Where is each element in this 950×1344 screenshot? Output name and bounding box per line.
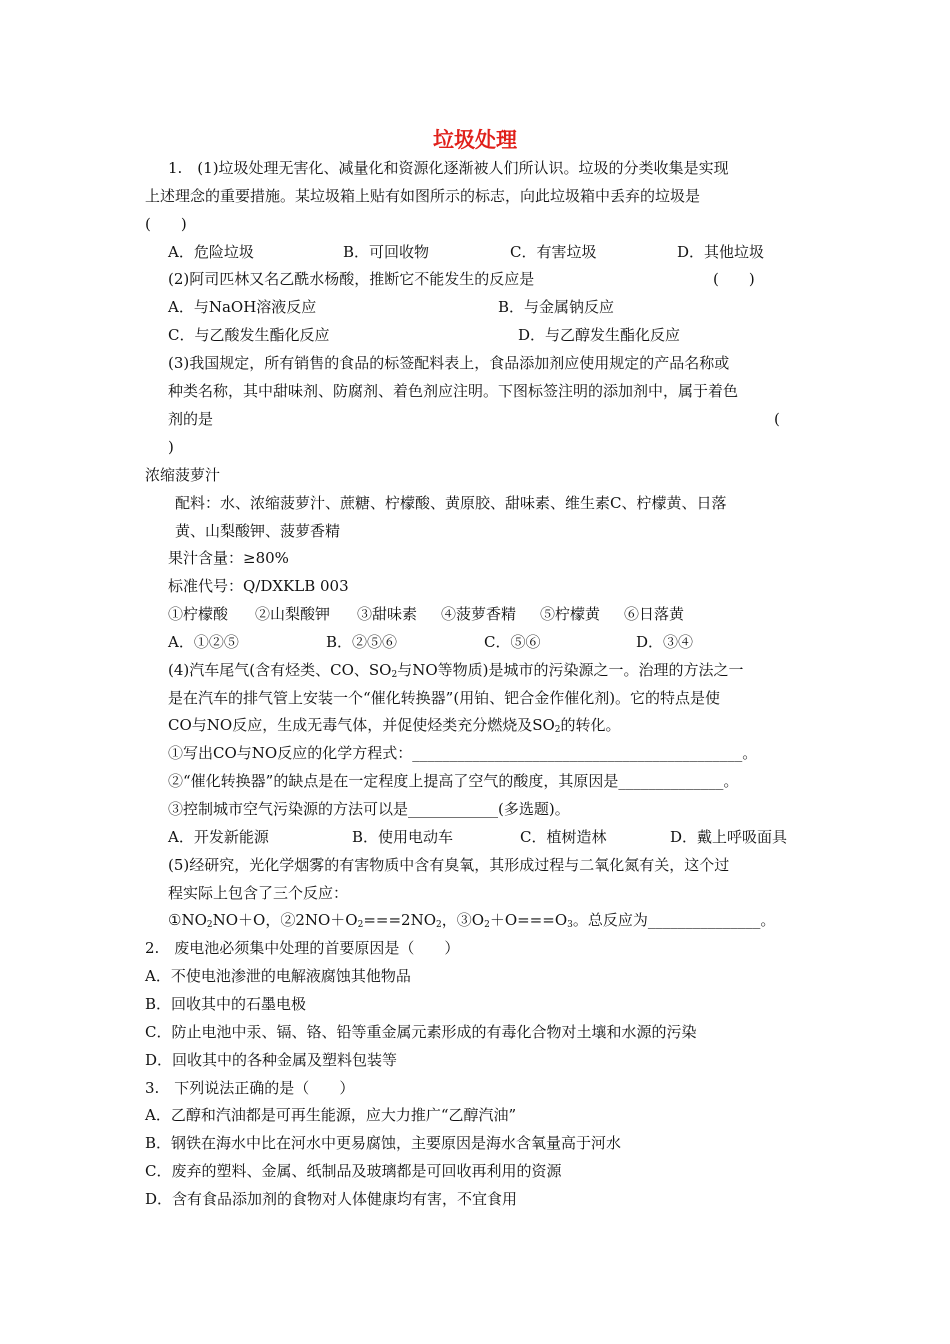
q1-p4-subquestion-2: ②“催化转换器”的缺点是在一定程度上提高了空气的酸度，其原因是______________。 [168, 772, 739, 790]
q1-p3-paren-open: ( [774, 410, 780, 428]
q1-answer-paren: ( ) [145, 215, 187, 233]
q1-p3-item-1: ①柠檬酸 [168, 605, 229, 623]
q1-p5-stem-line-1: (5)经研究，光化学烟雾的有害物质中含有臭氧，其形成过程与二氧化氮有关，这个过 [168, 856, 730, 874]
q1-p3-item-3: ③甜味素 [357, 605, 418, 623]
q1-p4-subquestion-3: ③控制城市空气污染源的方法可以是____________(多选题)。 [168, 800, 570, 818]
q1-p4-option-c: C．植树造林 [520, 828, 607, 846]
q1-p2-option-d: D．与乙醇发生酯化反应 [518, 326, 681, 344]
product-label-juice-content: 果汁含量：≥80% [168, 549, 289, 567]
q3-stem: 3. 下列说法正确的是（ ） [145, 1079, 355, 1097]
q1-p3-stem-line-3: 剂的是 [168, 410, 214, 428]
q1-p3-option-d: D．③④ [636, 633, 694, 651]
q2-stem: 2. 废电池必须集中处理的首要原因是（ ） [145, 939, 460, 957]
q1-p2-option-b: B．与金属钠反应 [498, 298, 615, 316]
q2-option-c: C．防止电池中汞、镉、铬、铅等重金属元素形成的有毒化合物对土壤和水源的污染 [145, 1023, 697, 1041]
q3-option-a: A．乙醇和汽油都是可再生能源，应大力推广“乙醇汽油” [145, 1106, 517, 1124]
q1-p3-item-6: ⑥日落黄 [624, 605, 685, 623]
q1-p3-paren-close: ) [168, 438, 174, 456]
q1-p4-stem-line-2: 是在汽车的排气管上安装一个“催化转换器”(用铂、钯合金作催化剂)。它的特点是使 [168, 689, 721, 707]
answer-blank[interactable]: _______________ [647, 911, 761, 929]
q1-p4-stem-line-1: (4)汽车尾气(含有烃类、CO、$SO_2$与NO等物质)是城市的污染源之一。治理的方法之一 [168, 661, 744, 680]
q1-p4-stem-line-3: CO与NO反应，生成无毒气体，并促使烃类充分燃烧及$SO_2$的转化。 [168, 716, 621, 735]
q3-option-d: D．含有食品添加剂的食物对人体健康均有害，不宜食用 [145, 1190, 518, 1208]
product-label-ingredients-2: 黄、山梨酸钾、菠萝香精 [175, 522, 341, 540]
q1-p5-reactions: $①NO_2NO+O$，$②2NO+O_2===2NO_2$，$③O_2+O===O_3$。总反应为_______________。 [168, 911, 776, 930]
q3-option-b: B．钢铁在海水中比在河水中更易腐蚀，主要原因是海水含氧量高于河水 [145, 1134, 622, 1152]
product-label-ingredients-1: 配料：水、浓缩菠萝汁、蔗糖、柠檬酸、黄原胶、甜味素、维生素C、柠檬黄、日落 [175, 494, 727, 512]
q1-p4-option-a: A．开发新能源 [168, 828, 269, 846]
q1-p3-option-c: C．⑤⑥ [484, 633, 541, 651]
answer-blank[interactable]: ____________________________________________ [412, 744, 743, 762]
q1-p3-option-a: A．①②⑤ [168, 633, 239, 651]
q1-p1-option-b: B．可回收物 [343, 243, 430, 261]
product-label-name: 浓缩菠萝汁 [145, 466, 221, 484]
q2-option-d: D．回收其中的各种金属及塑料包装等 [145, 1051, 398, 1069]
q1-p4-subquestion-1: ①写出CO与NO反应的化学方程式：____________________________________________。 [168, 744, 758, 762]
product-label-standard-code: 标准代号：Q/DXKLB 003 [168, 577, 349, 595]
q1-p2-stem: (2)阿司匹林又名乙酰水杨酸，推断它不能发生的反应是 [168, 270, 535, 288]
q2-option-b: B．回收其中的石墨电极 [145, 995, 307, 1013]
q3-option-c: C．废弃的塑料、金属、纸制品及玻璃都是可回收再利用的资源 [145, 1162, 562, 1180]
q1-p3-item-5: ⑤柠檬黄 [540, 605, 601, 623]
q1-p3-item-2: ②山梨酸钾 [255, 605, 331, 623]
answer-blank[interactable]: ____________ [408, 800, 499, 818]
q1-p4-option-d: D．戴上呼吸面具 [670, 828, 788, 846]
q1-p3-item-4: ④菠萝香精 [441, 605, 517, 623]
answer-blank[interactable]: ______________ [618, 772, 724, 790]
q1-p3-stem-line-1: (3)我国规定，所有销售的食品的标签配料表上，食品添加剂应使用规定的产品名称或 [168, 354, 730, 372]
q2-option-a: A．不使电池渗泄的电解液腐蚀其他物品 [145, 967, 411, 985]
q1-p3-stem-line-2: 种类名称，其中甜味剂、防腐剂、着色剂应注明。下图标签注明的添加剂中，属于着色 [168, 382, 739, 400]
q1-stem-line-2: 上述理念的重要措施。某垃圾箱上贴有如图所示的标志，向此垃圾箱中丢弃的垃圾是 [145, 187, 701, 205]
q1-p4-option-b: B．使用电动车 [352, 828, 454, 846]
q1-p2-option-c: C．与乙酸发生酯化反应 [168, 326, 330, 344]
q1-p2-answer-paren: ( ) [713, 270, 755, 288]
q1-p3-option-b: B．②⑤⑥ [326, 633, 398, 651]
q1-p1-option-c: C．有害垃圾 [510, 243, 597, 261]
q1-p1-option-d: D．其他垃圾 [677, 243, 765, 261]
q1-stem-line-1: 1. (1)垃圾处理无害化、减量化和资源化逐渐被人们所认识。垃圾的分类收集是实现 [168, 159, 729, 177]
q1-p2-option-a: A．与NaOH溶液反应 [168, 298, 317, 316]
q1-p1-option-a: A．危险垃圾 [168, 243, 254, 261]
q1-p5-stem-line-2: 程实际上包含了三个反应： [168, 884, 349, 902]
page-title: 垃圾处理 [433, 128, 517, 152]
